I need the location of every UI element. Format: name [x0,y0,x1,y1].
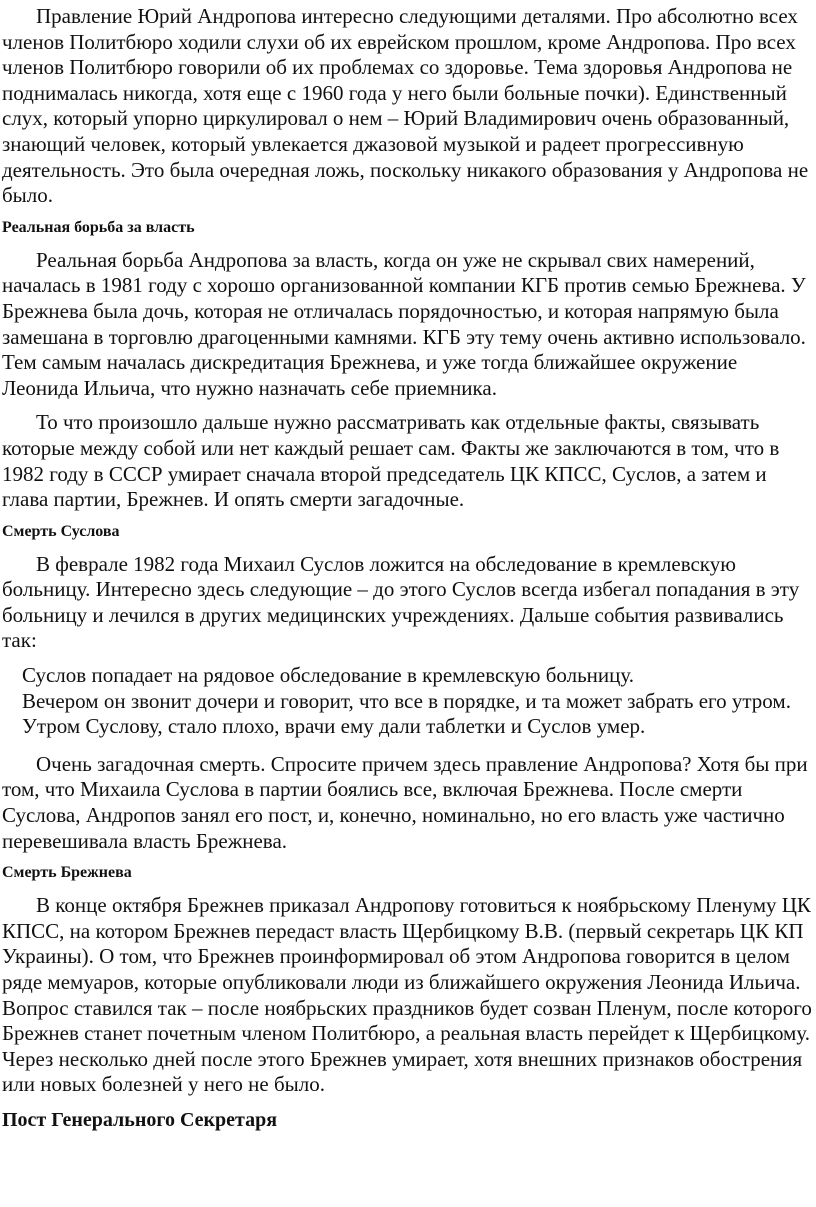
suslov-events-list [2,663,814,740]
suslov-paragraph-1: В феврале 1982 года Михаил Суслов ложится на обследование в кремлевскую больницу. Интересно здесь следующие – до этого Суслов всегда избегал попадания в эту больницу и лечился в других медицинских учреждениях. Дальше события развивались так: [2,551,800,653]
section-heading-power-struggle: Реальная борьба за власть [2,218,195,236]
list-item: Суслов попадает на рядовое обследование в кремлевскую больницу. [22,663,635,688]
section-heading-suslov-death: Смерть Суслова [2,522,120,540]
brezhnev-paragraph-1: В конце октября Брежнев приказал Андропову готовиться к ноябрьскому Пленуму ЦК КПСС, на котором Брежнев передаст власть Щербицкому В.В. (первый секретарь ЦК КП Украины). О том, что Брежнев проинформировал об этом Андропова говорится в целом ряде мемуаров, которые опубликовали люди из ближайшего окружения Леонида Ильича. Вопрос ставился так – после ноябрьских праздников будет созван Пленум, после которого Брежнев станет почетным членом Политбюро, а реальная власть перейдет к Щербицкому. Через несколько дней после этого Брежнев умирает, хотя внешних признаков обострения или новых болезней у него не было. [2,893,812,1097]
power-struggle-paragraph-1: Реальная борьба Андропова за власть, когда он уже не скрывал свих намерений, началась в 1981 году с хорошо организованной компании КГБ против семью Брежнева. У Брежнева была дочь, которая не отличалась порядочностью, и которая напрямую была замешана в торговлю драгоценными камнями. КГБ эту тему очень активно использовало. Тем самым началась дискредитация Брежнева, и уже тогда ближайшее окружение Леонида Ильича, что нужно назначать себе приемника. [2,247,806,400]
intro-paragraph: Правление Юрий Андропова интересно следующими деталями. Про абсолютно всех членов Политбюро ходили слухи об их еврейском прошлом, кроме Андропова. Про всех членов Политбюро говорили об их проблемах со здоровье. Тема здоровья Андропова не поднималась никогда, хотя еще с 1960 года у него были больные почки). Единственный слух, который упорно циркулировал о нем – Юрий Владимирович очень образованный, знающий человек, который увлекается джазовой музыкой и радеет прогрессивную деятельность. Это была очередная ложь, поскольку никакого образования у Андропова не было. [2,4,809,208]
section-heading-brezhnev-death: Смерть Брежнева [2,864,132,882]
power-struggle-paragraph-2: То что произошло дальше нужно рассматривать как отдельные факты, связывать которые между собой или нет каждый решает сам. Факты же заключаются в том, что в 1982 году в СССР умирает сначала второй председатель ЦК КПСС, Суслов, а затем и глава партии, Брежнев. И опять смерти загадочные. [2,410,780,512]
list-item: Утром Суслову, стало плохо, врачи ему дали таблетки и Суслов умер. [22,714,646,739]
section-heading-general-secretary: Пост Генерального Секретаря [2,1108,278,1131]
suslov-paragraph-2: Очень загадочная смерть. Спросите причем здесь правление Андропова? Хотя бы при том, что Михаила Суслова в партии боялись все, включая Брежнева. После смерти Суслова, Андропов занял его пост, и, конечно, номинально, но его власть уже частично перевешивала власть Брежнева. [2,751,808,853]
list-item: Вечером он звонит дочери и говорит, что все в порядке, и та может забрать его утром. [22,688,791,713]
